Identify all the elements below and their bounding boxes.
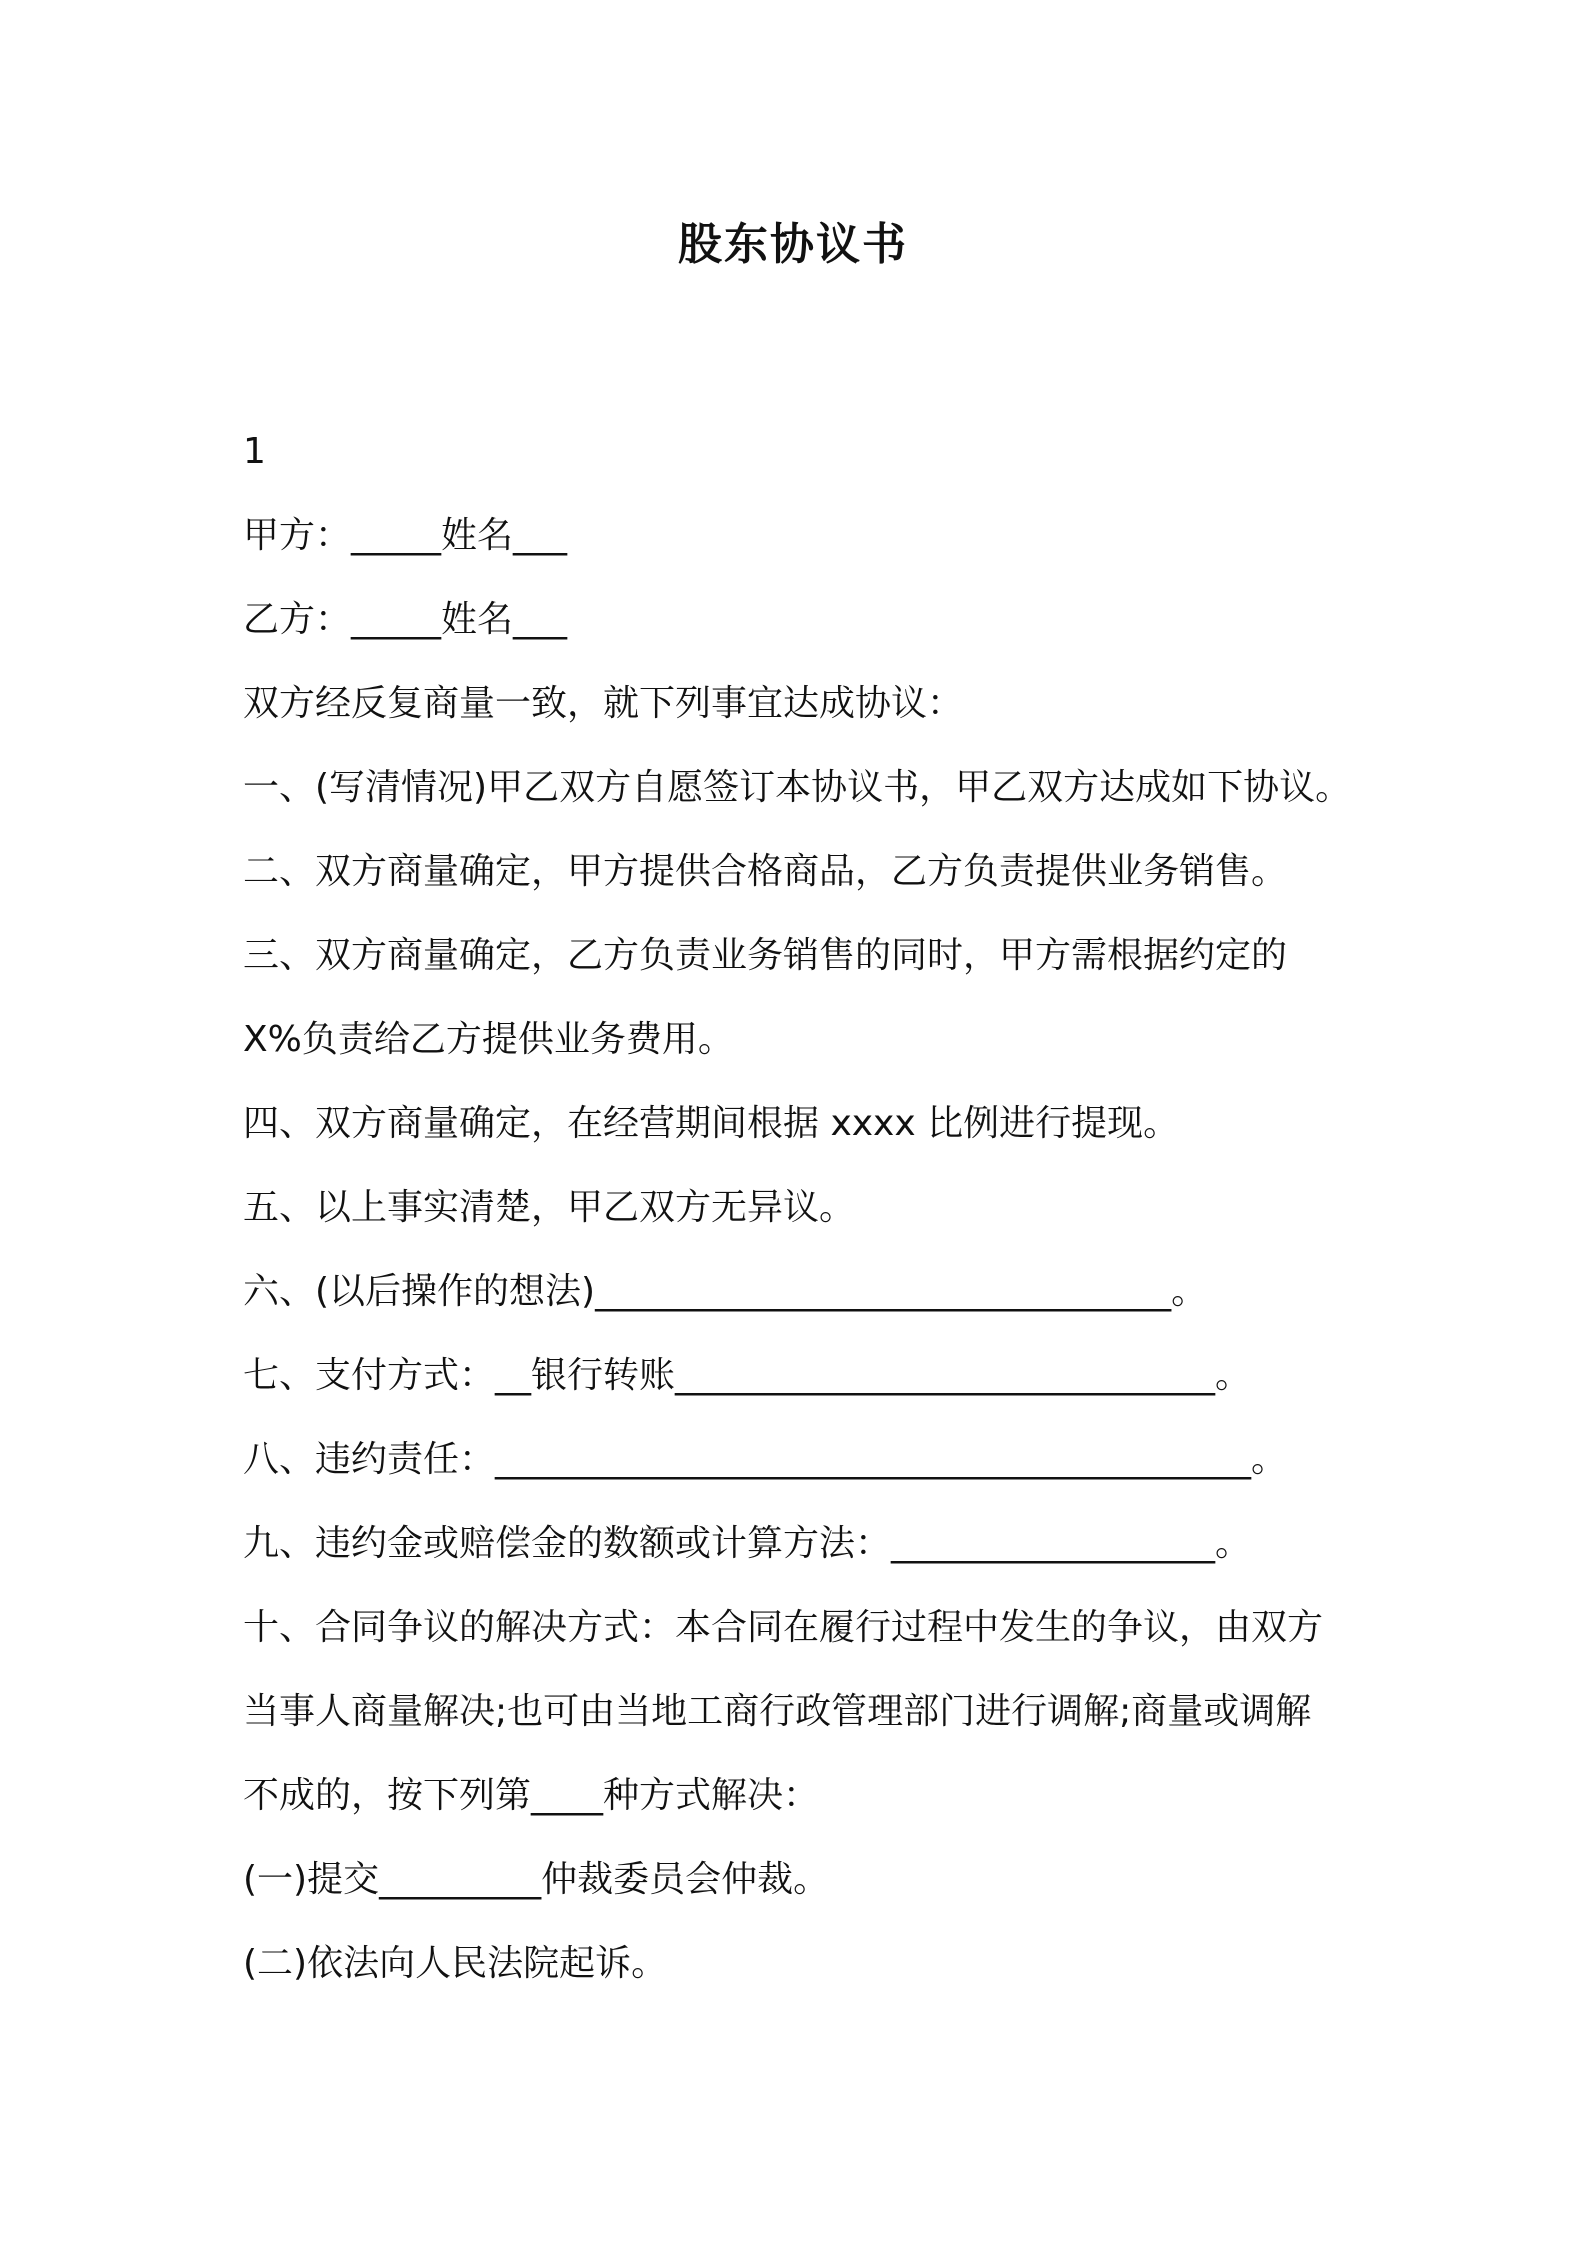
clause-4: 四、双方商量确定，在经营期间根据 xxxx 比例进行提现。 (243, 1103, 1180, 1144)
document-body (243, 410, 1363, 2006)
clause-3-line-2: X%负责给乙方提供业务费用。 (243, 1019, 734, 1060)
option-court: (二)依法向人民法院起诉。 (243, 1943, 668, 1984)
clause-1: 一、(写清情况)甲乙双方自愿签订本协议书，甲乙双方达成如下协议。 (243, 767, 1352, 808)
clause-9: 九、违约金或赔偿金的数额或计算方法：__________________。 (243, 1523, 1252, 1564)
clause-10-line-3: 不成的，按下列第____种方式解决： (243, 1775, 820, 1816)
party-a-line: 甲方：_____姓名___ (243, 515, 568, 556)
option-arbitration: (一)提交_________仲裁委员会仲裁。 (243, 1859, 830, 1900)
clause-10-line-1: 十、合同争议的解决方式：本合同在履行过程中发生的争议，由双方 (243, 1607, 1324, 1648)
clause-5: 五、以上事实清楚，甲乙双方无异议。 (243, 1187, 856, 1228)
clause-6: 六、(以后操作的想法)________________________________。 (243, 1271, 1208, 1312)
clause-2: 二、双方商量确定，甲方提供合格商品，乙方负责提供业务销售。 (243, 851, 1288, 892)
clause-3-line-1: 三、双方商量确定，乙方负责业务销售的同时，甲方需根据约定的 (243, 935, 1288, 976)
clause-10-line-2: 当事人商量解决;也可由当地工商行政管理部门进行调解;商量或调解 (243, 1691, 1312, 1732)
party-b-line: 乙方：_____姓名___ (243, 599, 568, 640)
clause-7: 七、支付方式：__银行转账______________________________。 (243, 1355, 1252, 1396)
clause-8: 八、违约责任：__________________________________________。 (243, 1439, 1288, 1480)
page-number-line: 1 (243, 431, 266, 472)
document-title: 股东协议书 (678, 219, 908, 270)
agreement-intro: 双方经反复商量一致，就下列事宜达成协议： (243, 683, 964, 724)
